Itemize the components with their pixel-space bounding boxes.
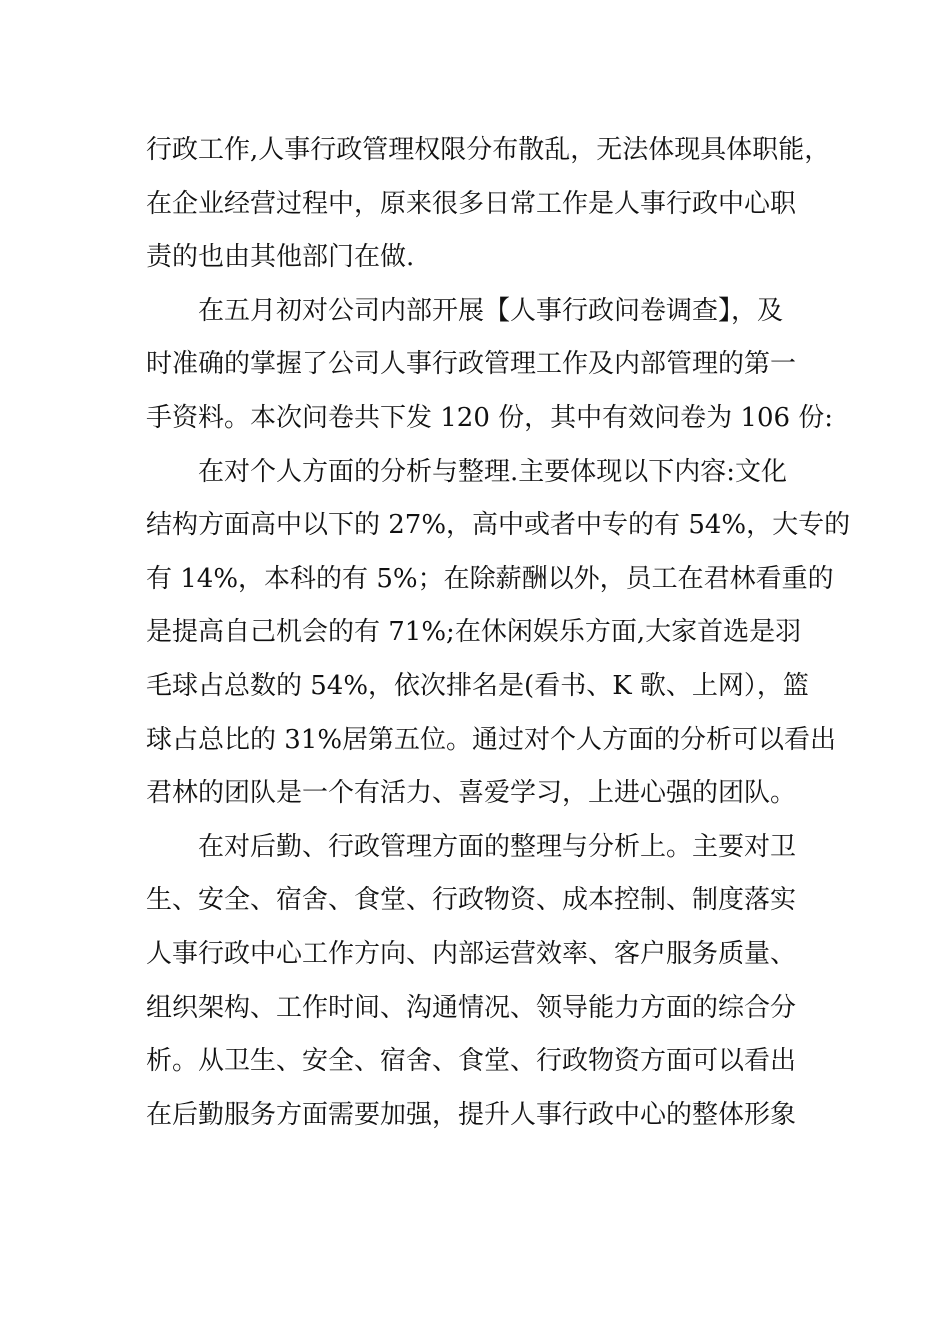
text-line: 手资料。本次问卷共下发 120 份，其中有效问卷为 106 份: bbox=[146, 402, 834, 433]
paragraph-2 bbox=[146, 285, 834, 446]
text-line: 在企业经营过程中，原来很多日常工作是人事行政中心职 bbox=[146, 188, 797, 219]
paragraph-1 bbox=[146, 124, 831, 285]
text-line: 在对个人方面的分析与整理.主要体现以下内容:文化 bbox=[198, 456, 788, 487]
text-line: 行政工作,人事行政管理权限分布散乱，无法体现具体职能， bbox=[146, 135, 831, 165]
text-line: 君林的团队是一个有活力、喜爱学习，上进心强的团队。 bbox=[146, 778, 797, 809]
text-line: 生、安全、宿舍、食堂、行政物资、成本控制、制度落实 bbox=[146, 885, 797, 916]
text-line: 时准确的掌握了公司人事行政管理工作及内部管理的第一 bbox=[146, 349, 797, 380]
text-line: 人事行政中心工作方向、内部运营效率、客户服务质量、 bbox=[146, 938, 797, 969]
paragraph-4 bbox=[146, 821, 814, 1143]
text-line: 毛球占总数的 54%，依次排名是(看书、K 歌、上网），篮 bbox=[146, 670, 809, 701]
text-line: 是提高自己机会的有 71%;在休闲娱乐方面,大家首选是羽 bbox=[146, 617, 802, 648]
text-line: 结构方面高中以下的 27%，高中或者中专的有 54%，大专的 bbox=[146, 510, 851, 541]
body-text bbox=[146, 124, 851, 1142]
text-line: 在后勤服务方面需要加强，提升人事行政中心的整体形象 bbox=[146, 1099, 797, 1130]
text-line: 在五月初对公司内部开展【人事行政问卷调查】，及 bbox=[198, 295, 784, 326]
text-line: 组织架构、工作时间、沟通情况、领导能力方面的综合分 bbox=[146, 992, 797, 1023]
paragraph-3 bbox=[146, 446, 851, 821]
text-line: 在对后勤、行政管理方面的整理与分析上。主要对卫 bbox=[198, 831, 797, 862]
text-line: 责的也由其他部门在做. bbox=[146, 242, 415, 273]
text-line: 球占总比的 31%居第五位。通过对个人方面的分析可以看出 bbox=[146, 724, 837, 755]
text-line: 有 14%，本科的有 5%；在除薪酬以外，员工在君林看重的 bbox=[146, 563, 834, 594]
text-line: 析。从卫生、安全、宿舍、食堂、行政物资方面可以看出 bbox=[146, 1046, 797, 1077]
